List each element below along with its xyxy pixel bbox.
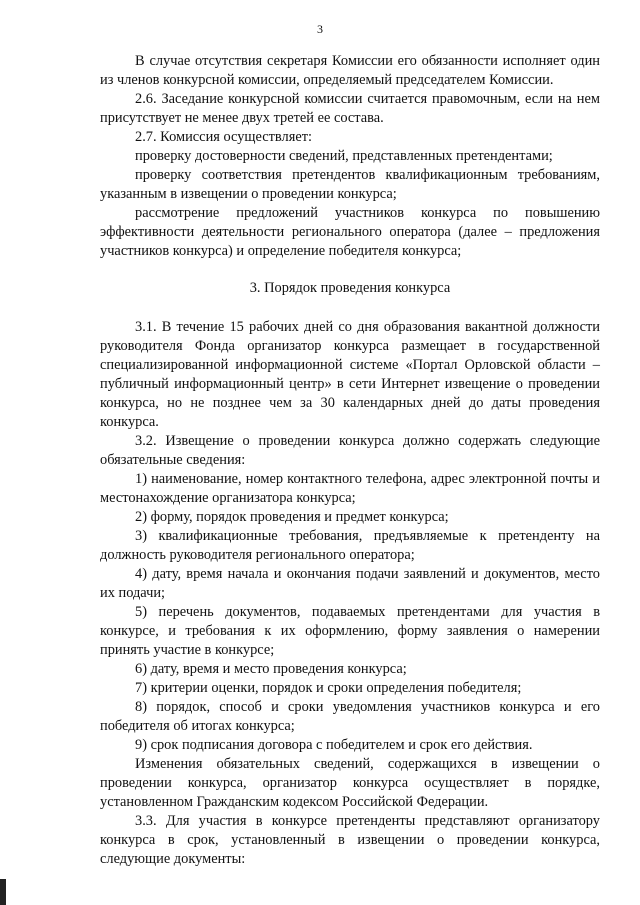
section-heading: 3. Порядок проведения конкурса [249, 280, 451, 296]
scan-edge-mark [0, 879, 6, 905]
paragraph: 3.3. Для участия в конкурсе претенденты представляют организатору конкурса в срок, установленный в извещении о проведении конкурса, следующие документы: [100, 813, 600, 867]
list-item: 9) срок подписания договора с победителем и срок его действия. [135, 737, 533, 753]
paragraph: 2.7. Комиссия осуществляет: [135, 129, 313, 145]
paragraph: 3.1. В течение 15 рабочих дней со дня образования вакантной должности руководителя Фонда организатор конкурса размещает в государственной специализированной информационной системе «Портал Орловской области – публичный информационный центр» в сети Интернет извещение о проведении конкурса, но не позднее чем за 30 календарных дней до даты проведения конкурса. [100, 319, 600, 430]
list-item: 1) наименование, номер контактного телефона, адрес электронной почты и местонахождение организатора конкурса; [100, 471, 600, 506]
paragraph: Изменения обязательных сведений, содержащихся в извещении о проведении конкурса, организатор конкурса осуществляет в порядке, установленном Гражданским кодексом Российской Федерации. [100, 756, 600, 810]
list-item: 8) порядок, способ и сроки уведомления участников конкурса и его победителя об итогах конкурса; [100, 699, 600, 734]
list-item: 2) форму, порядок проведения и предмет конкурса; [135, 509, 449, 525]
paragraph: 3.2. Извещение о проведении конкурса должно содержать следующие обязательные сведения: [100, 433, 600, 468]
list-item: 6) дату, время и место проведения конкурса; [135, 661, 407, 677]
list-item: 7) критерии оценки, порядок и сроки определения победителя; [135, 680, 522, 696]
list-item: 3) квалификационные требования, предъявляемые к претенденту на должность руководителя регионального оператора; [100, 528, 600, 563]
paragraph: 2.6. Заседание конкурсной комиссии считается правомочным, если на нем присутствует не менее двух третей ее состава. [100, 91, 600, 126]
list-item: 4) дату, время начала и окончания подачи заявлений и документов, место их подачи; [100, 566, 600, 601]
page-number: 3 [317, 22, 323, 36]
paragraph: В случае отсутствия секретаря Комиссии его обязанности исполняет один из членов конкурсной комиссии, определяемый председателем Комиссии. [100, 53, 600, 88]
paragraph: проверку достоверности сведений, представленных претендентами; [135, 148, 553, 164]
list-item: 5) перечень документов, подаваемых претендентами для участия в конкурсе, и требования к их оформлению, форму заявления о намерении принять участие в конкурсе; [100, 604, 600, 658]
page-body [100, 52, 600, 869]
paragraph: проверку соответствия претендентов квалификационным требованиям, указанным в извещении о проведении конкурса; [100, 167, 600, 202]
paragraph: рассмотрение предложений участников конкурса по повышению эффективности деятельности регионального оператора (далее – предложения участников конкурса) и определение победителя конкурса; [100, 205, 600, 259]
